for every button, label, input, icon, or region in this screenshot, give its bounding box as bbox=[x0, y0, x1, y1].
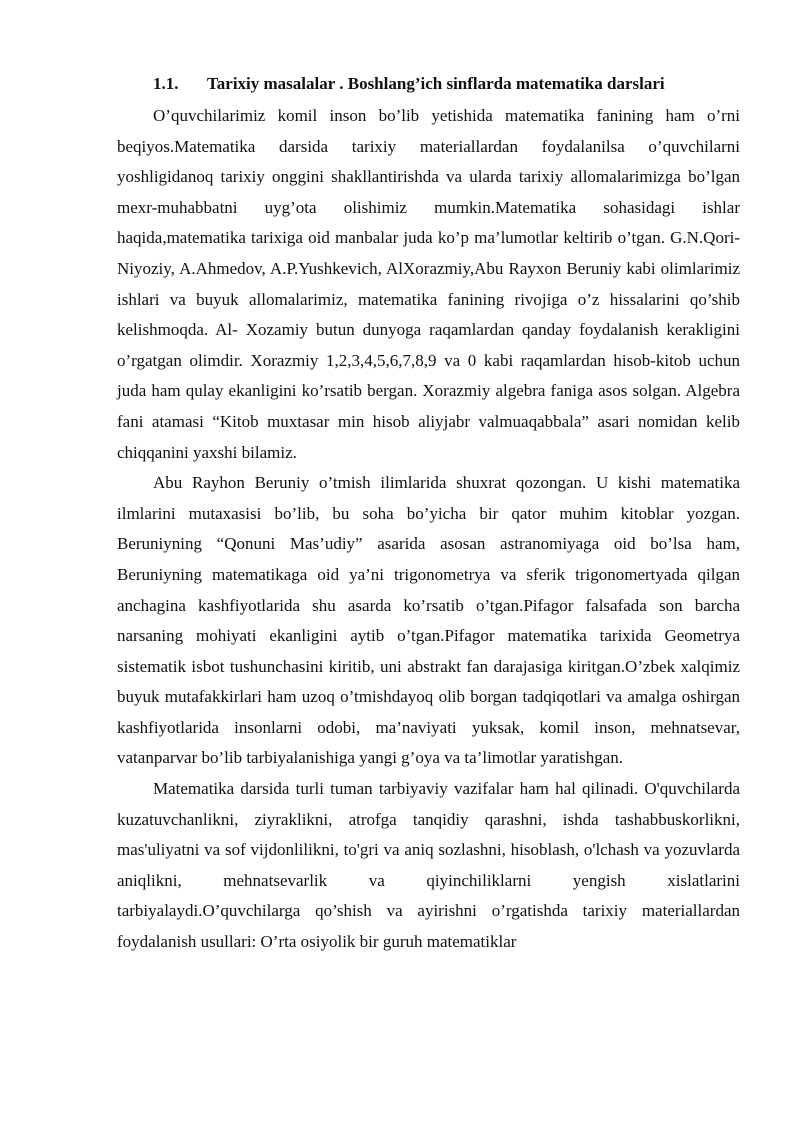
section-title: Tarixiy masalalar . Boshlang’ich sinflarda matematika darslari bbox=[207, 74, 665, 93]
paragraph-beruniy: Abu Rayhon Beruniy o’tmish ilimlarida shuxrat qozongan. U kishi matematika ilmlarini mutaxasisi bo’lib, bu soha bo’yicha bir qator muhim kitoblar yozgan. Beruniyning “Qonuni Mas’udiy” asarida asosan astranomiyaga oid bo’lsa ham, Beruniyning matematikaga oid ya’ni trigonometrya va sferik trigonomertyada qilgan anchagina kashfiyotlarida shu asarda ko’rsatib o’tgan.Pifagor falsafada son barcha narsaning mohiyati ekanligini aytib o’tgan.Pifagor matematika tarixida Geometrya sistematik isbot tushunchasini kiritib, uni abstrakt fan darajasiga kiritgan.O’zbek xalqimiz buyuk mutafakkirlari ham uzoq o’tmishdayoq olib borgan tadqiqotlari va amalga oshirgan kashfiyotlarida insonlarni odobi, ma’naviyati yuksak, komil inson, mehnatsevar, vatanparvar bo’lib tarbiyalanishiga yangi g’oya va ta’limotlar yaratishgan. bbox=[117, 473, 740, 768]
document-page bbox=[117, 70, 740, 958]
section-number: 1.1. bbox=[153, 74, 179, 93]
section-heading bbox=[117, 70, 740, 98]
paragraph-intro: O’quvchilarimiz komil inson bo’lib yetishida matematika fanining ham o’rni beqiyos.Matematika darsida tarixiy materiallardan foydalanilsa o’quvchilarni yoshligidanoq tarixiy onggini shakllantirishda va ularda tarixiy allomalarimizga bo’lgan mexr-muhabbatni uyg’ota olishimiz mumkin.Matematika sohasidagi ishlar haqida,matematika tarixiga oid manbalar juda ko’p ma’lumotlar keltirib o’tgan. G.N.Qori-Niyoziy, A.Ahmedov, A.P.Yushkevich, AlXorazmiy,Abu Rayxon Beruniy kabi olimlarimiz ishlari va buyuk allomalarimiz, matematika fanining rivojiga o’z hissalarini qo’shib kelishmoqda. Al- Xozamiy butun dunyoga raqamlardan qanday foydalanish kerakligini o’rgatgan olimdir. Xorazmiy 1,2,3,4,5,6,7,8,9 va 0 kabi raqamlardan hisob-kitob uchun juda ham qulay ekanligini ko’rsatib bergan. Xorazmiy algebra faniga asos solgan. Algebra fani atamasi “Kitob muxtasar min hisob aliyjabr valmuaqabbala” asari nomidan kelib chiqqanini yaxshi bilamiz. bbox=[117, 106, 740, 462]
paragraph-tasks: Matematika darsida turli tuman tarbiyaviy vazifalar ham hal qilinadi. O'quvchilarda kuzatuvchanlikni, ziyraklikni, atrofga tanqidiy qarashni, ishda tashabbuskorlikni, mas'uliyatni va sof vijdonlilikni, to'gri va aniq sozlashni, hisoblash, o'lchash va yozuvlarda aniqlikni, mehnatsevarlik va qiyinchiliklarni yengish xislatlarini tarbiyalaydi.O’quvchilarga qo’shish va ayirishni o’rgatishda tarixiy materiallardan foydalanish usullari: O’rta osiyolik bir guruh matematiklar bbox=[117, 779, 740, 952]
